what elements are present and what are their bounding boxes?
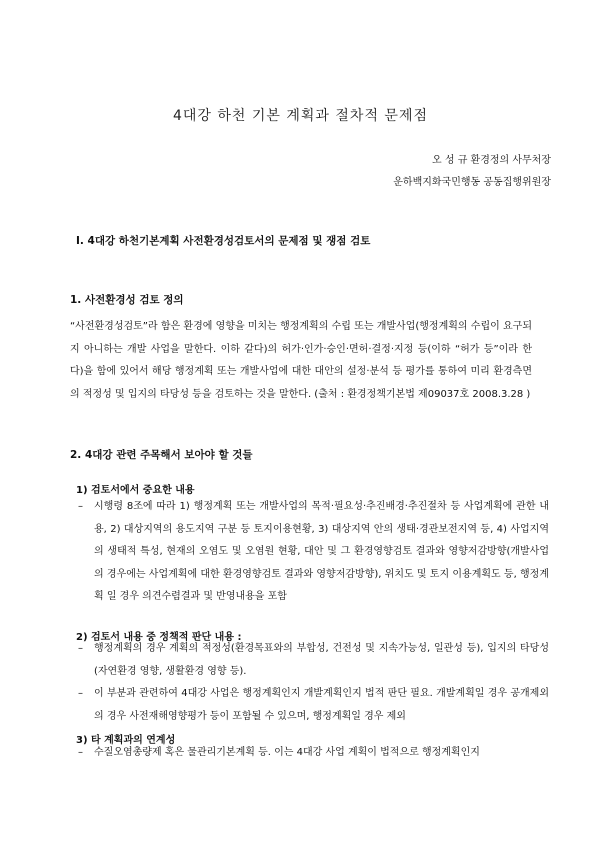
dash-marker: – [78,501,83,512]
bullet-text: 이 부분과 관련하여 4대강 사업은 행정계획인지 개발계획인지 법적 판단 필요. 개발계획일 경우 공개제외의 경우 사전재해영향평가 등이 포함될 수 있으며, 행정계획일 경우 제외 [94,688,549,722]
author-block [393,150,551,194]
list-item [78,638,549,683]
item-heading-2: 2) 검토서 내용 중 정책적 판단 내용 : [76,632,242,643]
item-heading-1: 1) 검토서에서 중요한 내용 [76,485,195,496]
subsection-heading-1: 1. 사전환경성 검토 정의 [70,294,184,306]
dash-marker: – [78,643,83,654]
document-title: 4대강 하천 기본 계획과 절차적 문제점 [172,108,429,124]
item-heading-3: 3) 타 계획과의 연계성 [76,735,176,746]
definition-paragraph: “사전환경성검토”라 함은 환경에 영향을 미치는 행정계획의 수립 또는 개발사업(행정계획의 수립이 요구되지 아니하는 개발 사업을 말한다. 이하 같다)의 허가·인가·승인·면허·결정·지정 등(이하 “허가 등”이라 한다)을 함에 있어서 해당 행정계획 또는 개발사업에 대한 대안의 설정·분석 등 평가를 통하여 미리 환경측면의 적정성 및 입지의 타당성 등을 검토하는 것을 말한다. (출처 : 환경정책기본법 제09037호 2008.3.28 ) [70,321,532,400]
list-item [78,742,549,765]
author-affiliation: 운하백지화국민행동 공동집행위원장 [393,177,551,188]
dash-marker: – [78,688,83,699]
list-item [78,683,549,728]
bullet-text: 수질오염총량제 혹은 물관리기본계획 등. 이는 4대강 사업 계획이 법적으로 행정계획인지 [94,747,480,758]
dash-marker: – [78,747,83,758]
list-item [78,496,549,609]
bullet-text: 행정계획의 경우 계획의 적정성(환경목표와의 부합성, 건전성 및 지속가능성, 일관성 등), 입지의 타당성(자연환경 영향, 생활환경 영향 등). [94,643,549,677]
author-name-line: 오 성 규 환경정의 사무처장 [432,155,551,166]
section-heading-1: Ⅰ. 4대강 하천기본계획 사전환경성검토서의 문제점 및 쟁점 검토 [76,235,371,247]
subsection-heading-2: 2. 4대강 관련 주목해서 보아야 할 것들 [70,449,253,461]
bullet-text: 시행령 8조에 따라 1) 행정계획 또는 개발사업의 목적·필요성·추진배경·추진절차 등 사업계획에 관한 내용, 2) 대상지역의 용도지역 구분 등 토지이용현황, 3) 대상지역 안의 생태·경관보전지역 등, 4) 사업지역의 생태적 특성, 현재의 오염도 및 오염원 현황, 대안 및 그 환경영향검토 결과와 영향저감방향(개발사업의 경우에는 사업계획에 대한 환경영향검토 결과와 영향저감방향), 위치도 및 토지 이용계획도 등, 행정계획 일 경우 의견수렴결과 및 반영내용을 포함 [94,501,549,602]
